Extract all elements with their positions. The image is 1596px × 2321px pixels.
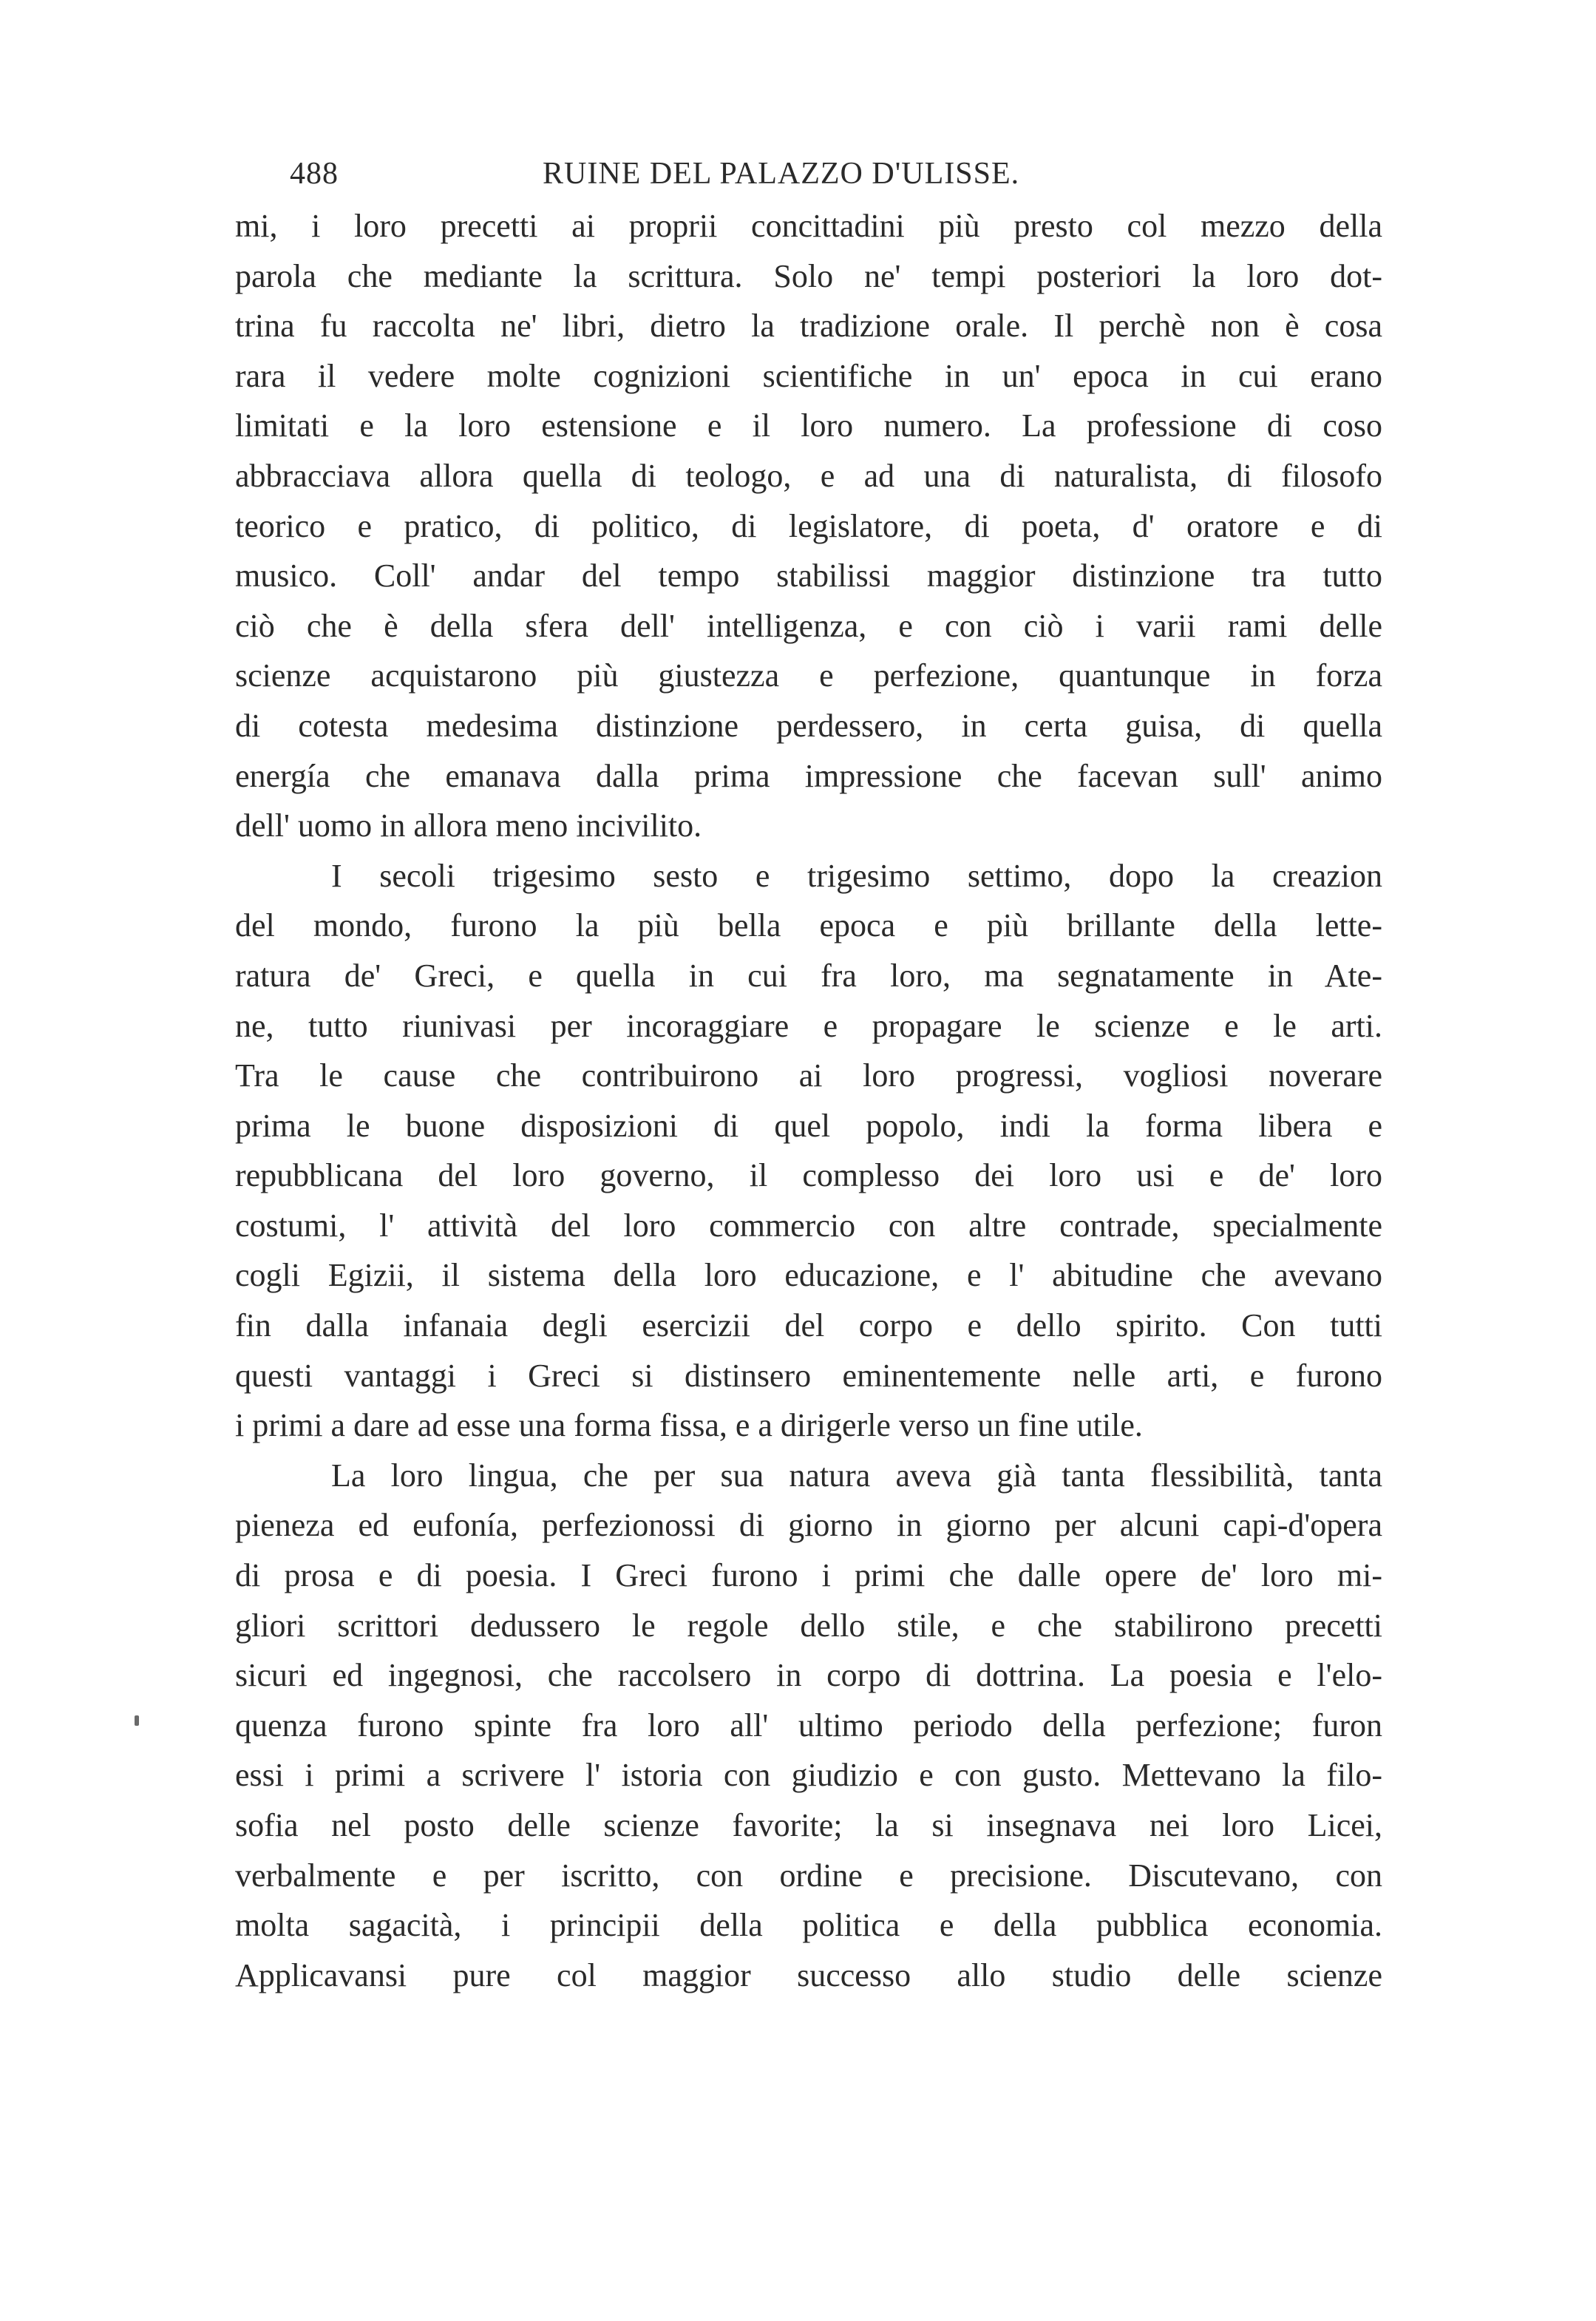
text-line: scienze acquistarono più giustezza e perfezione, quantunque in forza <box>235 657 1382 694</box>
text-line: prima le buone disposizioni di quel popolo, indi la forma libera e <box>235 1107 1382 1144</box>
text-line: del mondo, furono la più bella epoca e più brillante della lette- <box>235 907 1382 944</box>
text-line: verbalmente e per iscritto, con ordine e precisione. Discutevano, con <box>235 1857 1382 1894</box>
text-line: limitati e la loro estensione e il loro numero. La professione di coso <box>235 407 1382 444</box>
text-line: sicuri ed ingegnosi, che raccolsero in corpo di dottrina. La poesia e l'elo- <box>235 1657 1382 1694</box>
header-title: RUINE DEL PALAZZO D'ULISSE. <box>543 157 1020 191</box>
text-line: trina fu raccolta ne' libri, dietro la tradizione orale. Il perchè non è cosa <box>235 308 1382 345</box>
text-line: essi i primi a scrivere l' istoria con giudizio e con gusto. Mettevano la filo- <box>235 1757 1382 1794</box>
text-line: dell' uomo in allora meno incivilito. <box>235 807 702 844</box>
text-line: costumi, l' attività del loro commercio con altre contrade, specialmente <box>235 1207 1382 1244</box>
text-line: di prosa e di poesia. I Greci furono i primi che dalle opere de' loro mi- <box>235 1557 1382 1594</box>
text-line: La loro lingua, che per sua natura aveva già tanta flessibilità, tanta <box>331 1457 1382 1494</box>
text-line: i primi a dare ad esse una forma fissa, e a dirigerle verso un fine utile. <box>235 1407 1143 1444</box>
text-line: cogli Egizii, il sistema della loro educazione, e l' abitudine che avevano <box>235 1257 1382 1294</box>
text-line: molta sagacità, i principii della politica e della pubblica economia. <box>235 1907 1382 1944</box>
text-line: pieneza ed eufonía, perfezionossi di giorno in giorno per alcuni capi-d'opera <box>235 1507 1382 1544</box>
page-number: 488 <box>290 157 339 191</box>
text-line: rara il vedere molte cognizioni scientifiche in un' epoca in cui erano <box>235 357 1382 394</box>
text-line: Tra le cause che contribuirono ai loro progressi, vogliosi noverare <box>235 1057 1382 1094</box>
text-line: gliori scrittori dedussero le regole dello stile, e che stabilirono precetti <box>235 1607 1382 1644</box>
text-line: ciò che è della sfera dell' intelligenza, e con ciò i varii rami delle <box>235 607 1382 644</box>
text-line: mi, i loro precetti ai proprii concittadini più presto col mezzo della <box>235 208 1382 244</box>
text-line: di cotesta medesima distinzione perdessero, in certa guisa, di quella <box>235 707 1382 744</box>
text-line: I secoli trigesimo sesto e trigesimo settimo, dopo la creazion <box>331 857 1382 894</box>
text-line: teorico e pratico, di politico, di legislatore, di poeta, d' oratore e di <box>235 507 1382 544</box>
text-line: energía che emanava dalla prima impressione che facevan sull' animo <box>235 757 1382 794</box>
text-line: ratura de' Greci, e quella in cui fra loro, ma segnatamente in Ate- <box>235 957 1382 994</box>
text-line: questi vantaggi i Greci si distinsero eminentemente nelle arti, e furono <box>235 1357 1382 1394</box>
text-line: ne, tutto riunivasi per incoraggiare e propagare le scienze e le arti. <box>235 1007 1382 1044</box>
text-line: quenza furono spinte fra loro all' ultimo periodo della perfezione; furon <box>235 1707 1382 1744</box>
text-line: Applicavansi pure col maggior successo allo studio delle scienze <box>235 1956 1382 1993</box>
text-line: musico. Coll' andar del tempo stabilissi maggior distinzione tra tutto <box>235 558 1382 594</box>
text-line: fin dalla infanaia degli esercizii del corpo e dello spirito. Con tutti <box>235 1307 1382 1344</box>
text-line: sofia nel posto delle scienze favorite; la si insegnava nei loro Licei, <box>235 1807 1382 1843</box>
text-line: abbracciava allora quella di teologo, e ad una di naturalista, di filosofo <box>235 457 1382 494</box>
text-line: parola che mediante la scrittura. Solo ne' tempi posteriori la loro dot- <box>235 257 1382 294</box>
body-text <box>235 201 1382 2000</box>
running-head <box>290 152 1103 196</box>
text-line: repubblicana del loro governo, il complesso dei loro usi e de' loro <box>235 1157 1382 1194</box>
margin-mark <box>135 1715 139 1726</box>
